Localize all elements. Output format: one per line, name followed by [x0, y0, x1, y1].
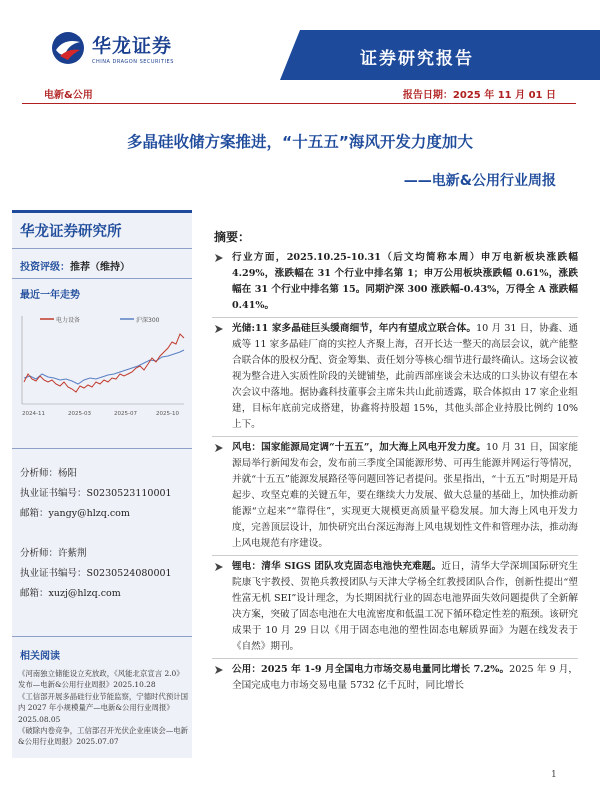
item-divider [212, 555, 578, 556]
abstract-item-text: 行业方面，2025.10.25-10.31（后文均简称本周）申万电新板块涨跌幅 4.29%，涨跌幅在 31 个行业中排名第 1；申万公用板块涨跌幅 0.61%，涨跌幅在 31 个行业中排名第 15。同期沪深 300 涨跌幅-0.43%，万得全 A 涨跌幅 0.41%。 [232, 252, 578, 311]
item-divider [212, 658, 578, 659]
abstract-item [212, 440, 578, 552]
x-tick-label: 2025-03 [68, 411, 91, 417]
abstract-item [212, 250, 578, 314]
sidebar-divider [12, 636, 192, 637]
related-reading-item[interactable]: 《破除内卷竞争，工信部召开光伏企业座谈会—电新&公用行业周报》2025.07.07 [18, 726, 188, 747]
abstract-item-text: 近日，清华大学深圳国际研究生院康飞宇教授、贺艳兵教授团队与天津大学杨全红教授团队合作，创新性提出“塑性富无机 SEI”设计理念，为长期困扰行业的固态电池界面失效问题提供了全新解决方案，突破了固态电池在大电流密度和低温工况下循环稳定性差的瓶颈。该研究成果于 10 月 29 日以《用于固态电池的塑性固态电解质界面》为题在线发表于《自然》期刊。 [232, 561, 579, 652]
report-title: 多晶硅收储方案推进，“十五五”海风开发力度加大 [127, 133, 473, 151]
sidebar-divider [12, 448, 192, 449]
sidebar [12, 210, 192, 758]
item-divider [212, 436, 578, 437]
abstract-item [212, 559, 578, 655]
arrow-bullet-icon [214, 665, 224, 675]
abstract-item-head: 公用：2025 年 1-9 月全国电力市场交易电量同比增长 7.2%。 [232, 664, 510, 675]
analyst-name: 分析师：杨阳 [20, 468, 78, 479]
company-logo [50, 30, 174, 66]
institute-name: 华龙证券研究所 [20, 224, 122, 240]
header-divider [22, 103, 576, 104]
rating-label: 投资评级： [20, 262, 70, 273]
abstract-item [212, 321, 578, 433]
x-tick-label: 2025-07 [114, 411, 137, 417]
series-line-hs300 [24, 350, 184, 384]
logo-english-name: CHINA DRAGON SECURITIES [92, 59, 174, 65]
analyst-email: 邮箱：xuzj@hlzq.com [20, 588, 121, 599]
analyst-block-2 [20, 544, 172, 604]
sector-label: 电新&公用 [44, 90, 93, 101]
rating-value: 推荐（维持） [70, 262, 130, 273]
related-reading-title: 相关阅读 [20, 651, 60, 662]
analyst-cert: 执业证书编号：S0230524080001 [20, 568, 172, 579]
report-header [0, 0, 600, 104]
sidebar-top-rule [12, 210, 192, 213]
report-date: 报告日期：2025 年 11 月 01 日 [402, 90, 556, 101]
trend-chart-svg [20, 308, 186, 426]
abstract-item-text: 10 月 31 日，国家能源局举行新闻发布会，发布前三季度全国能源形势、可再生能源并网运行等情况，并就“十五五”能源发展路径等问题回答记者提问。张星指出，“十五五”时期是开局起步、攻坚克难的关键五年，要在继续大力发展、做大总量的基础上，加快推动新能源“立起来”“靠得住”，实现更大规模更高质量平稳发展。加大海上风电开发力度，完善顶层设计，加快研究出台深远海海上风电规划性文件和管理办法，推动海上风电规范有序建设。 [232, 442, 578, 549]
page-number: 1 [551, 770, 557, 780]
abstract-item-head: 锂电：清华 SIGS 团队攻克固态电池快充难题。 [232, 561, 442, 572]
analyst-name: 分析师：许紫荆 [20, 548, 87, 559]
report-type: 证券研究报告 [360, 49, 474, 69]
series-line-power-equipment [24, 334, 184, 392]
trend-title: 最近一年走势 [20, 290, 80, 301]
trend-chart [20, 308, 186, 426]
logo-chinese-name: 华龙证券 [92, 35, 173, 57]
abstract-item [212, 662, 578, 694]
arrow-bullet-icon [214, 562, 224, 572]
dragon-logo-icon [50, 30, 86, 66]
x-tick-label: 2025-10 [156, 411, 179, 417]
abstract-item-text: 10 月 31 日，协鑫、通威等 11 家多晶硅厂商的实控人齐聚上海，召开长达一整天的高层会议，就产能整合联合体的股权分配、资金筹集、责任划分等核心细节进行最终确认。这场会议被视为整合进入实质性阶段的关键铺垫，此前西部座谈会未达成的口头协议有望在本次会议中落地。据协鑫科技董事会主席朱共山此前透露，联合体拟由 17 家企业组建，目标年底前完成搭建，协鑫将持股超 15%，其他头部企业持股比例约 10%上下。 [232, 323, 578, 430]
arrow-bullet-icon [214, 324, 224, 334]
related-reading-list [18, 668, 188, 748]
legend-label-1: 电力设备 [56, 317, 81, 324]
x-tick-label: 2024-11 [22, 411, 45, 417]
related-reading-item[interactable]: 《河南独立储能设立充放政，《风能北京宣言 2.0》发布—电新&公用行业周报》2025.10.28 [18, 669, 184, 690]
legend-label-2: 沪深300 [136, 317, 160, 324]
abstract-item-text: 2025 年 9 月，全国完成电力市场交易电量 5732 亿千瓦时，同比增长 [232, 664, 579, 691]
analyst-cert: 执业证书编号：S0230523110001 [20, 488, 172, 499]
analyst-email: 邮箱：yangy@hlzq.com [20, 508, 130, 519]
sidebar-divider [12, 248, 192, 249]
report-subtitle: ——电新&公用行业周报 [403, 173, 556, 189]
analyst-block-1 [20, 464, 172, 524]
abstract-title: 摘要： [214, 230, 251, 244]
abstract-bullets [212, 250, 578, 694]
related-reading-item[interactable]: 《工信部开展多晶硅行业节能监察，宁德时代预计国内 2027 年小规模量产—电新&公用行业周报》2025.08.05 [18, 691, 188, 724]
item-divider [212, 317, 578, 318]
arrow-bullet-icon [214, 253, 224, 263]
abstract-item-head: 风电：国家能源局定调“十五五”，加大海上风电开发力度。 [232, 442, 486, 453]
arrow-bullet-icon [214, 443, 224, 453]
investment-rating [20, 258, 130, 273]
abstract-item-head: 光储:11 家多晶硅巨头缓商细节，年内有望成立联合体。 [232, 323, 477, 334]
sidebar-divider [12, 278, 192, 279]
